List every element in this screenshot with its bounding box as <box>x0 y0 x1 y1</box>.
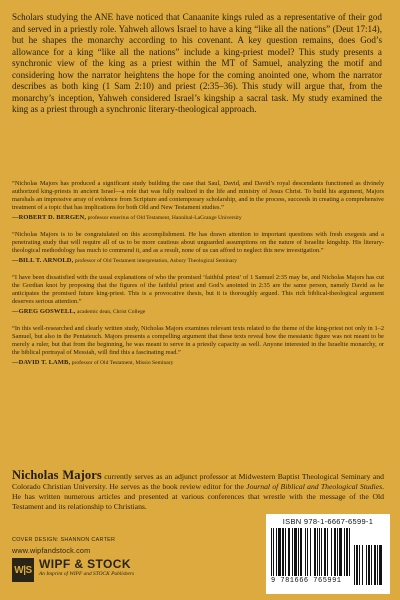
endorser <box>12 308 384 317</box>
endorsement-4 <box>12 325 384 368</box>
barcode-bar <box>321 528 322 576</box>
endorser-name: —GREG GOSWELL, <box>12 308 76 316</box>
endorser-affiliation: professor of Old Testament, Missio Seminary <box>71 359 174 366</box>
endorser-affiliation: professor of Old Testament interpretation, Asbury Theological Seminary <box>74 258 238 265</box>
endorsement-quote: “Nicholas Majors has produced a significant study building the case that Saul, David, and David’s royal descendants functioned as divinely authorized king-priests in ancient Israel—a role that was fully realized in the life and ministry of Jesus Christ. To build his argument, Majors marshals an impressive array of evidence from Scripture and contemporary scholarship, and in the process, succeeds in creating a comprehensive treatment of a topic that has implications for both Old and New Testament studies.” <box>12 180 384 212</box>
journal-title: Journal of Biblical and Theological Studies <box>246 482 383 491</box>
endorsement-1 <box>12 180 384 223</box>
barcode-bar <box>317 528 318 576</box>
endorser-affiliation: academic dean, Christ College <box>77 309 146 316</box>
publisher-name: WIPF & STOCK <box>39 557 131 571</box>
barcode-bar <box>278 528 281 576</box>
author-name: Nicholas Majors <box>12 468 102 482</box>
isbn-label: ISBN 978-1-6667-6599-1 <box>282 517 374 526</box>
barcode-bar <box>379 545 382 585</box>
barcode-bar <box>362 545 363 585</box>
author-bio <box>12 470 384 512</box>
barcode-bar <box>298 528 299 576</box>
barcode-bar <box>273 528 274 576</box>
barcode-bar <box>314 528 316 576</box>
barcode-bar <box>349 528 350 576</box>
endorsement-2 <box>12 231 384 266</box>
endorsements <box>12 180 384 375</box>
publisher-website: www.wipfandstock.com <box>12 546 91 555</box>
barcode-bar <box>319 528 320 576</box>
publisher-tagline: An Imprint of WIPF and STOCK Publishers <box>39 571 135 577</box>
barcode-bar <box>282 528 284 576</box>
endorser-affiliation: professor emeritus of Old Testament, Hannibal-LaGrange University <box>87 215 242 222</box>
barcode-bar <box>339 528 342 576</box>
price-barcode-icon <box>354 545 382 585</box>
barcode-bar <box>366 545 367 585</box>
barcode-bar <box>346 528 348 576</box>
publisher-block <box>12 558 134 582</box>
barcode-bar <box>271 528 272 576</box>
endorsement-quote: “I have been dissatisfied with the usual explanations of who the promised ‘faithful priest’ of 1 Samuel 2:35 may be, and Nicholas Majors has cut the Gordian knot by proposing that the figures of the faithful priest and God’s anointed in 2:35 are the same person, namely David as he anticipates the promised future king-priest. This is a provocative thesis, but it is thoroughly argued. This rich biblical-theological argument deserves serious attention.” <box>12 273 384 305</box>
endorser-name: —DAVID T. LAMB, <box>12 358 71 366</box>
barcode-icon <box>271 528 351 576</box>
barcode-bar <box>354 545 355 585</box>
barcode-bar <box>300 528 302 576</box>
bio-text-2: . He has written numerous articles and presented at various conferences that wrestle with the message of the Old Testament and its relationship to Christians. <box>12 482 384 511</box>
book-description: Scholars studying the ANE have noticed that Canaanite kings ruled as a representative of their god and served in a priestly role. Yahweh allows Israel to have a king “like all the nations” (Deut 17:14), but he shapes the monarchy according to his covenant. A key question remains, does God’s allowance for a king “like all the nations” include a king-priest model? This study presents a synchronic view of the king as a priest within the MT of Samuel, analyzing the motif and considering how the narrator heightens the hope for the coming anointed one, whom the narrator describes as both king (1 Sam 2:10) and priest (2:35–36). This study will argue that, from the monarchy’s inception, Yahweh considered Israel’s kingship a sacral task. My study examined the king as a priest through a synchronic literary-theological approach. <box>12 12 382 114</box>
barcode-bar <box>334 528 336 576</box>
barcode-bar <box>324 528 326 576</box>
barcode-bar <box>331 528 332 576</box>
barcode-bar <box>377 545 378 585</box>
ean-barcode <box>271 528 351 585</box>
endorser <box>12 214 384 223</box>
barcode-bar <box>307 528 308 576</box>
barcode-bar <box>276 528 277 576</box>
barcode-row <box>271 528 385 585</box>
barcode-bar <box>294 528 297 576</box>
endorser <box>12 257 384 266</box>
barcode-bar <box>359 545 360 585</box>
endorser <box>12 359 384 368</box>
cover-design-credit: COVER DESIGN: SHANNON CARTER <box>12 537 116 543</box>
barcode-bar <box>337 528 338 576</box>
endorsement-3 <box>12 274 384 317</box>
endorsement-quote: “In this well-researched and clearly written study, Nicholas Majors examines relevant texts related to the theme of the king-priest not only in 1–2 Samuel, but also in the Pentateuch. Majors presents a compelling argument that these texts reveal how the messianic figure was not meant to be merely a ruler, but that from the beginning, he was meant to serve in a priestly capacity as well. Anyone interested in the Israelite monarchy, or the biblical portrayal of Messiah, will find this a fascinating read.” <box>12 324 384 356</box>
endorser-name: —BILL T. ARNOLD, <box>12 257 74 265</box>
endorsement-quote: “Nicholas Majors is to be congratulated on this accomplishment. He has drawn attention to important questions with fresh exegesis and a penetrating study that will require all of us to be more cautious about unguarded assumptions on the nature of Israelite kingship. His literary-theological methodology has much to commend it, and as a result, none of us can afford to neglect this new investigation.” <box>12 230 384 255</box>
barcode-digits: 9 781666 765991 <box>271 577 342 585</box>
barcode-bar <box>356 545 358 585</box>
barcode-bar <box>288 528 290 576</box>
barcode-bar <box>285 528 286 576</box>
barcode-bar <box>368 545 370 585</box>
barcode-box <box>266 514 390 594</box>
barcode-bar <box>344 528 345 576</box>
barcode-bar <box>327 528 328 576</box>
barcode-bar <box>305 528 306 576</box>
barcode-bar <box>292 528 293 576</box>
endorser-name: —ROBERT D. BERGEN, <box>12 214 87 222</box>
publisher-logo-icon: W|S <box>12 558 34 582</box>
barcode-bar <box>374 545 376 585</box>
barcode-bar <box>310 528 311 576</box>
barcode-bar <box>371 545 372 585</box>
publisher-text <box>39 558 134 578</box>
bio-text-1: currently serves as an adjunct professor at Midwestern Baptist Theological Seminary and Colorado Christian University. He serves as the book review editor for the <box>12 472 384 491</box>
